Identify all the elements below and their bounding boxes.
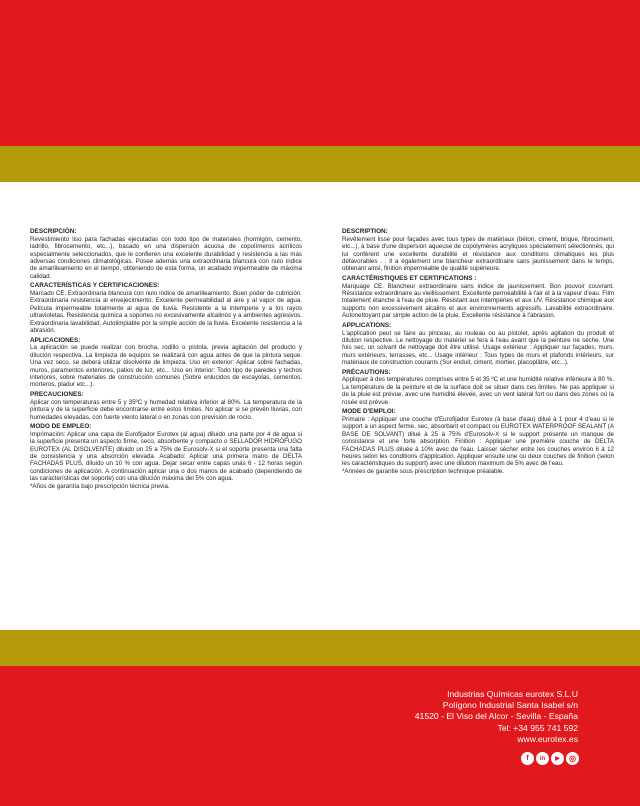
- mode-text: Primaire : Appliquer une couche d'Eurofijador Eurotex (à base d'eau) dilué à 1 pour 4 d'eau si le support a un aspect ferme, sec, absorbant et compact ou EUROTEX WATERPROOF SEALANT (A BASE DE SOLVANT) dilué à 25 à 75% d'Eurosolv-X si le support présente un manque de consistance et une forte absorption. Finition : Appliquer une première couche de DELTA FACHADAS PLUS diluée à 10% avec de l'eau. Laisser sécher entre les couches environ 6 à 12 heures selon les conditions d'application. Appliquer ensuite une ou deux couches de finition (selon les caractéristiques du support) avec une dilution maximum de 5% avec de l'eau.: [342, 415, 614, 468]
- linkedin-icon[interactable]: in: [536, 752, 549, 765]
- aplicaciones-text: La aplicación se puede realizar con brocha, rodillo o pistola, previa agitación del producto y dilución respectiva. La limpieza de equipos se realizará con agua antes de que la pintura seque. Una vez seco, se deberá utilizar disolvente de limpieza. Uso en exterior: Aplicar sobre fachadas, muros, paramentos exteriores, patios de luz, etc... Uso en interior: Todo tipo de paredes y techos interiores, sobre materiales de construcción comunes (Sobre enlucidos de escayolas, cementos, morteros, pladur etc...).: [30, 344, 302, 389]
- precauciones-heading: PRECAUCIONES:: [30, 390, 84, 398]
- precautions-text: Appliquer à des températures comprises entre 5 et 35 ºC et une humidité relative inférieure à 80 %. La température de la peinture et de la surface doit se situer dans ces limites. Ne pas appliquer si de la pluie est prévue, avec une humidité élevée, avec un vent latéral fort ou dans des zones où la rosée est prévue.: [342, 376, 614, 406]
- mode-heading: MODE D'EMPLOI:: [342, 408, 396, 416]
- applications-text: L'application peut se faire au pinceau, au rouleau ou au pistolet, après agitation du produit et dilution respective. Le nettoyage du matériel se fera à l'eau avant que la peinture ne sèche. Une fois sec, un solvant de nettoyage doit être utilisé. Usage extérieur : Appliquer sur façades, murs, murs extérieurs, terrasses, etc... Usage intérieur : Tous types de murs et plafonds intérieurs, sur matériaux de construction courants (Sur enduit, ciment, mortier, placoplâtre, etc...).: [342, 329, 614, 367]
- description-heading: DESCRIPTION:: [342, 228, 388, 235]
- garantia-note: *Años de garantía bajo prescripción técnica previa.: [30, 482, 170, 490]
- social-links: [521, 752, 579, 765]
- company-website[interactable]: www.eurotex.es: [517, 733, 578, 744]
- facebook-icon[interactable]: f: [521, 752, 534, 765]
- caracteristiques-heading: CARACTÉRISTIQUES ET CERTIFICATIONS :: [342, 274, 477, 282]
- applications-heading: APPLICATIONS:: [342, 321, 392, 329]
- description-text: Revêtement lisse pour façades avec tous types de matériaux (béton, ciment, brique, fibrociment, etc...), à base d'une dispersion aqueuse de copolymères acryliques spécialement sélectionnés, qui lui confèrent une excellente durabilité et résistance aux conditions climatiques les plus défavorables . . Il a également une blancheur extraordinaire sans jaunissement dans le temps, obtenant ainsi, finition imperméable de qualité supérieure.: [342, 235, 614, 273]
- caracteristicas-heading: CARACTERÍSTICAS Y CERTIFICACIONES:: [30, 282, 160, 290]
- spanish-column: [30, 228, 302, 490]
- youtube-icon[interactable]: ▶: [551, 752, 564, 765]
- precauciones-text: Aplicar con temperaturas entre 5 y 35ºC y humedad relativa inferior al 80%. La temperatura de la pintura y de la superficie debe encontrarse entre estos límites. No aplicar si se prevén lluvias, con humedades elevadas, con fuerte viento lateral o en zonas con previsión de rocío.: [30, 398, 302, 421]
- caracteristiques-text: Marquage CE. Blancheur extraordinaire sans indice de jaunissement. Bon pouvoir couvrant. Résistance extraordinaire au vieillissement. Excellente perméabilité à l'air et à la vapeur d'eau. Film totalement étanche à l'eau de pluie. Résistant aux intempéries et aux UV. Résistance chimique aux supports non excessivement alcalins et aux environnements agressifs. Lavabilité extraordinaire. Autonettoyant par simple action de la pluie. Excellente résistance à l'abrasion.: [342, 282, 614, 320]
- company-name: Industrias Químicas eurotex S.L.U: [447, 689, 578, 699]
- modo-heading: MODO DE EMPLEO:: [30, 423, 92, 431]
- instagram-icon[interactable]: ◎: [566, 752, 579, 765]
- descripcion-heading: DESCRIPCIÓN:: [30, 228, 77, 235]
- bottom-gold-stripe: [0, 630, 640, 666]
- company-street: Polígono Industrial Santa Isabel s/n: [442, 700, 578, 711]
- company-city: 41520 - El Viso del Alcor - Sevilla - España: [414, 711, 578, 722]
- descripcion-text: Revestimiento liso para fachadas ejecutadas con todo tipo de materiales (hormigón, cemento, ladrillo, fibrocemento, etc...), basado en una dispersión acuosa de copolímeros acrílicos especialmente seleccionados, que le confieren una excelente durabilidad y resistencia a las más adversas condiciones climatológicas. Posee además una extraordinaria blancura con nulo índice de amarilleamiento en el tiempo, obteniendo de esta forma, un acabado impermeable de máxima calidad.: [30, 235, 302, 280]
- company-phone: Tel: +34 955 741 592: [497, 722, 578, 733]
- aplicaciones-heading: APLICACIONES:: [30, 336, 81, 344]
- company-footer: [415, 689, 578, 745]
- precautions-heading: PRÉCAUTIONS:: [342, 368, 391, 376]
- top-red-band: [0, 0, 640, 146]
- top-gold-stripe: [0, 146, 640, 182]
- french-column: [342, 228, 614, 475]
- caracteristicas-text: Marcado CE. Extraordinaria blancura con nulo índice de amarilleamiento. Buen poder de cubrición. Extraordinaria resistencia al envejecimiento. Excelente permeabilidad al aire y al vapor de agua. Película impermeable totalmente al agua de lluvia. Resistente a la intemperie y a los rayos ultravioletas. Resistencia química a soportes no excesivamente alcalinos y a ambientes agresivos. Extraordinaria lavabilidad. Autolimpiable por la simple acción de la lluvia. Excelente resistencia a la abrasión.: [30, 290, 302, 335]
- modo-text: Imprimación: Aplicar una capa de Eurofijador Eurotex (al agua) diluido una parte por 4 de agua si la superficie presenta un aspecto firme, seco, absorbente y compacto o SELLADOR HIDRÓFUGO EUROTEX (AL DISOLVENTE) diluido un 25 a 75% de Eurosolv-X si el soporte presenta una falta de consistencia y una absorción elevada. Acabado: Aplicar una primera mano de DELTA FACHADAS PLUS, diluido un 10 % con agua. Dejar secar entre capas unas 6 - 12 horas según condiciones de aplicación. A continuación aplicar una o dos manos de acabado (dependiendo de las características del soporte) con una dilución máxima del 5% con agua.: [30, 430, 302, 483]
- garantie-note: *Années de garantie sous prescription technique préalable.: [342, 467, 505, 475]
